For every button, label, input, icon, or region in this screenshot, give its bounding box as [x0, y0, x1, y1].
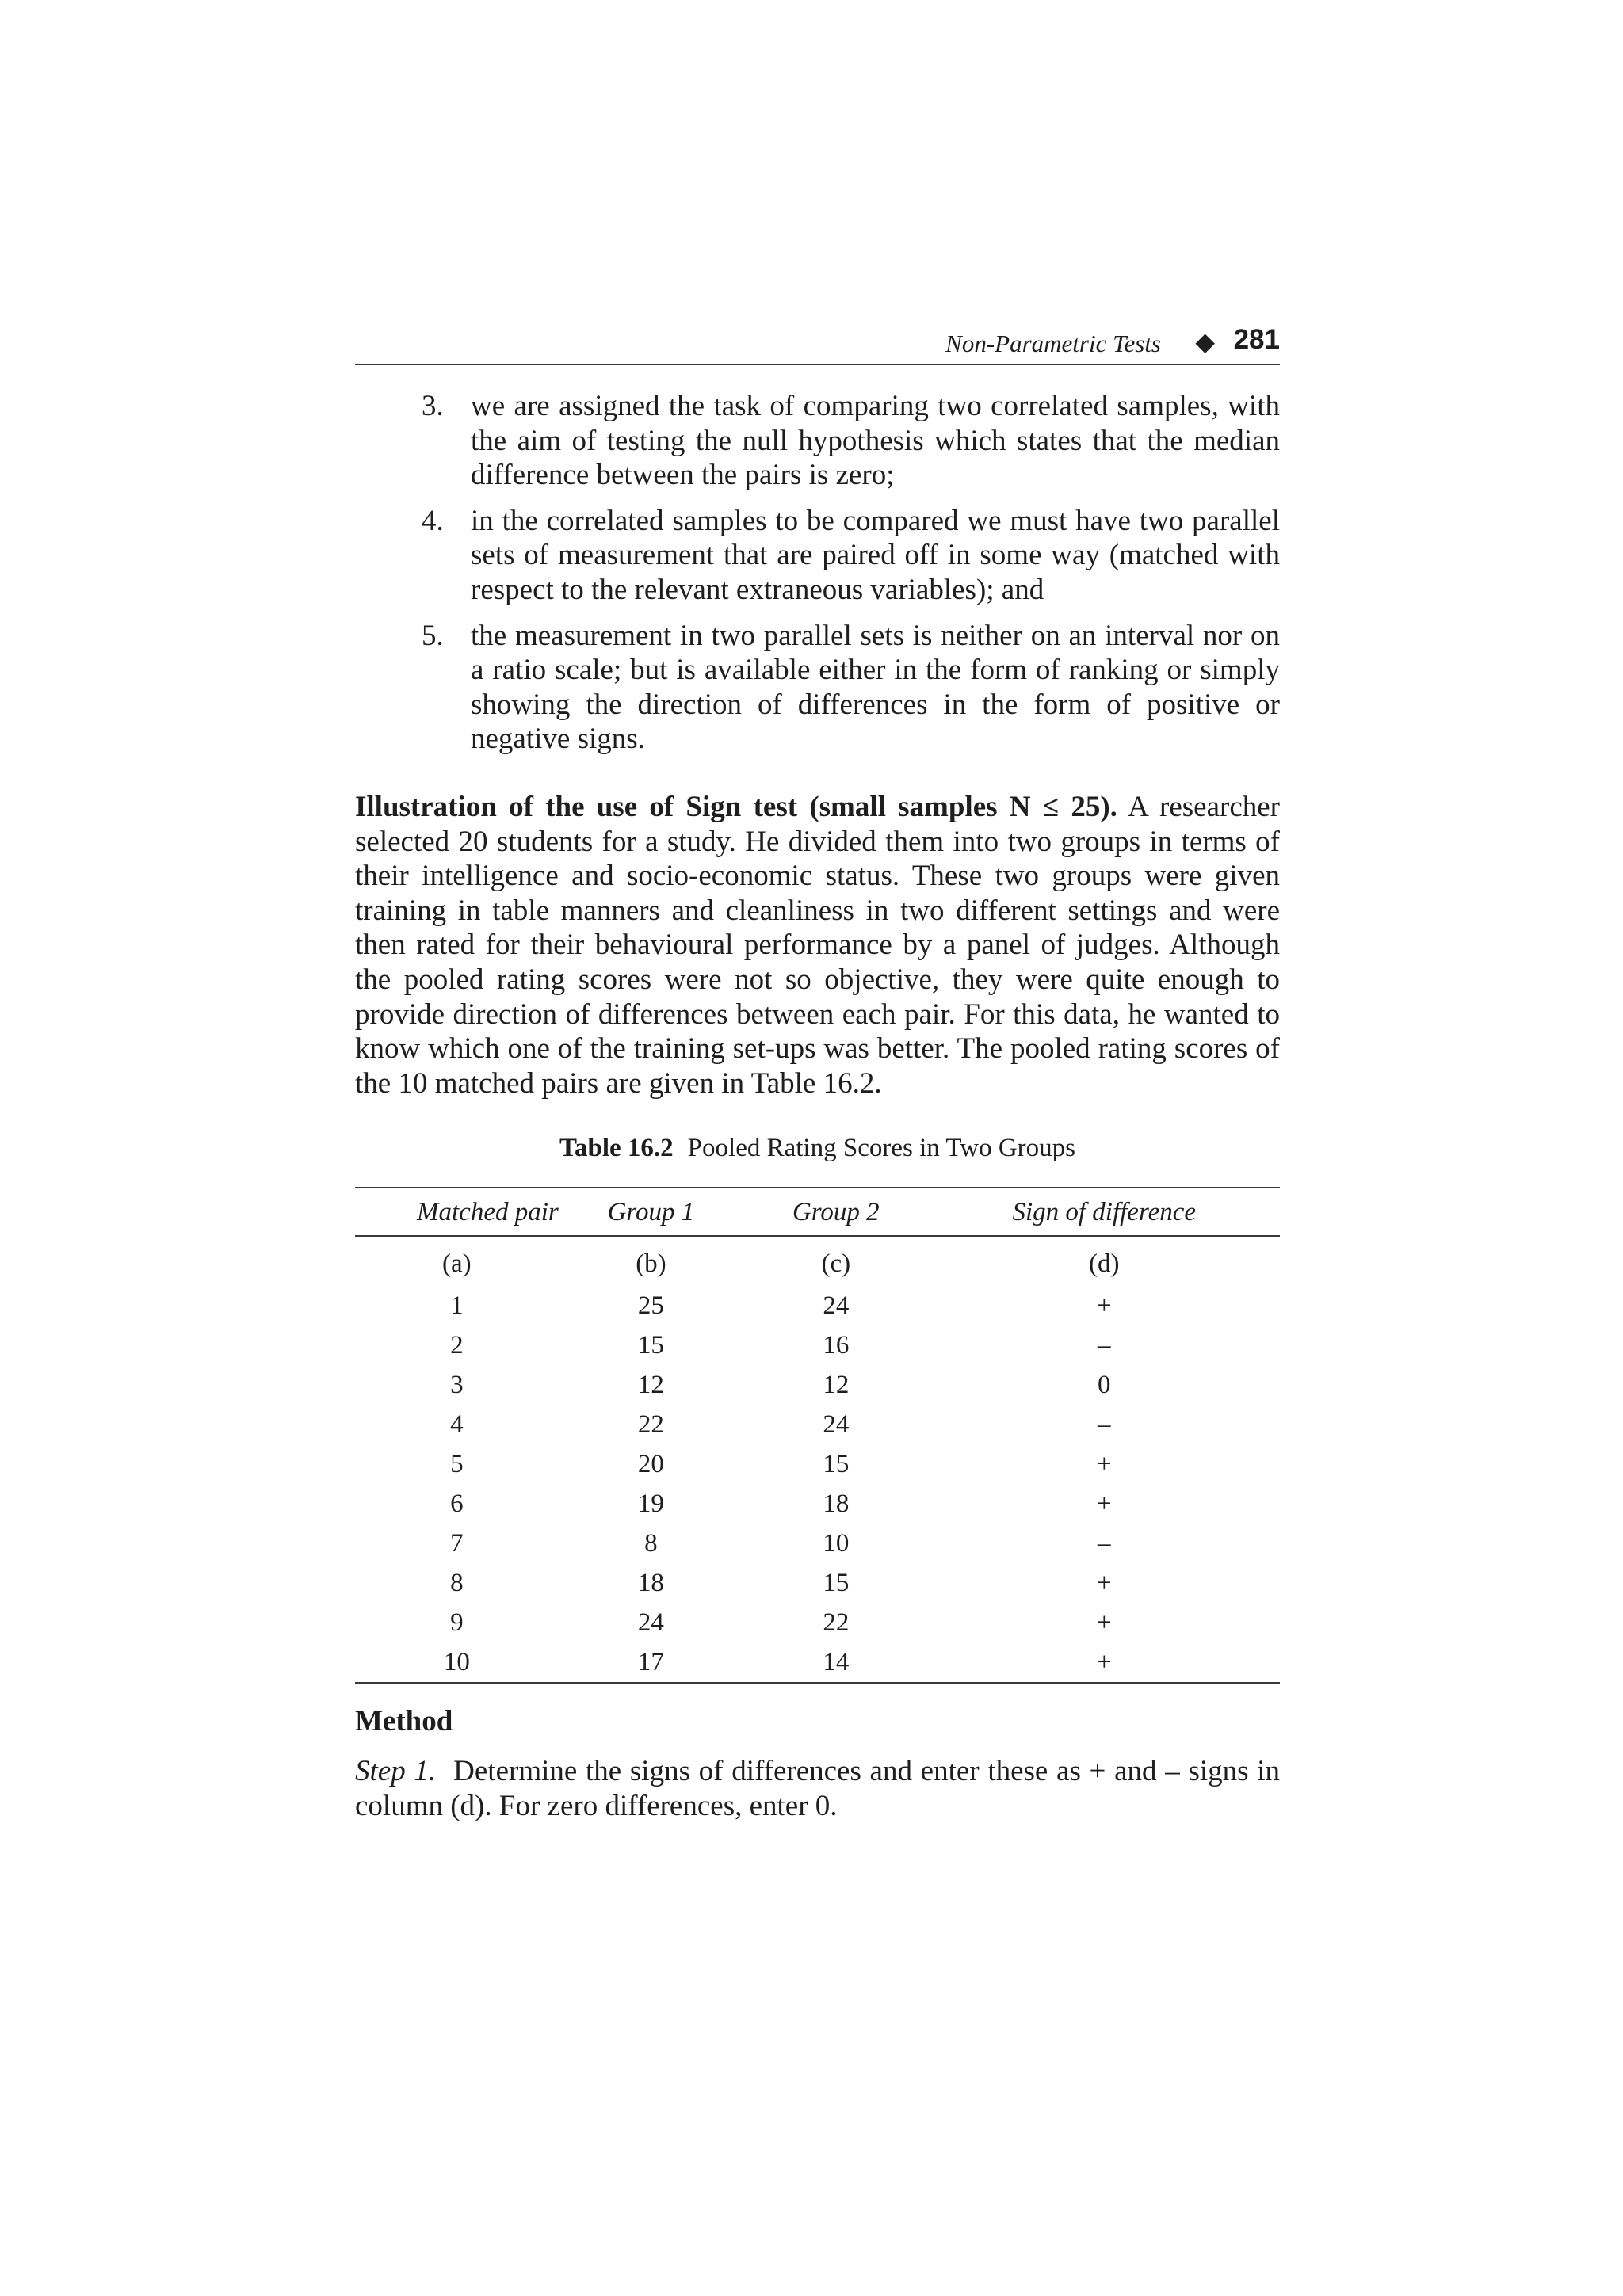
table-row: [355, 1365, 1280, 1405]
table-cell: 10: [823, 1528, 850, 1558]
table-cell: (b): [636, 1249, 666, 1278]
column-header: Matched pair: [355, 1188, 559, 1236]
table-cell: 14: [743, 1642, 928, 1683]
table-cell: 3: [450, 1370, 464, 1399]
list-item-text: the measurement in two parallel sets is neither on an interval nor on a ratio scale; but is available either in the form of ranking or simply showing the direction of differences in the form of positive or negative signs.: [471, 619, 1280, 756]
table-cell: 5: [450, 1449, 464, 1478]
table-cell: 2: [450, 1330, 464, 1360]
conditions-list: [355, 389, 1280, 757]
table-cell: 6: [450, 1489, 464, 1518]
table-cell: 12: [637, 1370, 664, 1399]
table-body: [355, 1236, 1280, 1683]
table-cell: 24: [823, 1409, 850, 1439]
table-cell: 22: [823, 1608, 850, 1637]
table-cell: (a): [442, 1249, 472, 1278]
table-row: [355, 1484, 1280, 1524]
table-cell: +: [1096, 1291, 1112, 1320]
table-cell: 7: [450, 1528, 464, 1558]
table-row: [355, 1563, 1280, 1603]
table-row: [355, 1286, 1280, 1325]
table-cell: 16: [823, 1330, 850, 1360]
table-cell: 12: [823, 1370, 850, 1399]
illustration-body: A researcher selected 20 students for a study. He divided them into two groups in terms of their intelligence and socio-economic status. These two groups were given training in table manners and cleanliness in two different settings and were then rated for their behavioural performance by a panel of judges. Although the pooled rating scores were not so objective, they were quite enough to provide direction of differences between each pair. For this data, he wanted to know which one of the training set-ups was better. The pooled rating scores of the 10 matched pairs are given in Table 16.2.: [355, 790, 1280, 1100]
table-row: [355, 1524, 1280, 1563]
table-cell: +: [929, 1642, 1280, 1683]
table-cell: 15: [637, 1330, 664, 1360]
list-item-number: 5.: [422, 619, 444, 652]
table-cell: 17: [559, 1642, 743, 1683]
table-cell: 10: [355, 1642, 559, 1683]
table-row: [355, 1405, 1280, 1444]
table-cell: 19: [637, 1489, 664, 1518]
table-cell: +: [1096, 1449, 1112, 1478]
table-cell: 0: [1098, 1370, 1111, 1399]
step-label: Step 1.: [355, 1755, 437, 1788]
rating-scores-table: [355, 1187, 1280, 1684]
table-cell: 25: [637, 1291, 664, 1320]
table-cell: 24: [637, 1608, 664, 1637]
table-cell: 24: [823, 1291, 850, 1320]
list-item-number: 4.: [422, 504, 444, 537]
table-cell: (c): [821, 1249, 851, 1278]
table-row: [355, 1603, 1280, 1642]
table-cell: 15: [823, 1568, 850, 1597]
book-page: [355, 320, 1280, 1852]
table-cell: 9: [450, 1608, 464, 1637]
list-item: [355, 389, 1280, 493]
table-label: Table 16.2: [559, 1134, 674, 1163]
table-cell: 18: [637, 1568, 664, 1597]
table-header-row: [355, 1188, 1280, 1236]
list-item: [355, 504, 1280, 608]
table-row: [355, 1444, 1280, 1484]
column-header: Sign of difference: [929, 1188, 1280, 1236]
table-cell: 22: [637, 1409, 664, 1439]
running-title: Non-Parametric Tests: [945, 330, 1161, 357]
step-text: Determine the signs of differences and enter these as + and – signs in column (d). For zero differences, enter 0.: [355, 1755, 1280, 1822]
table-cell: 1: [450, 1291, 464, 1320]
table-cell: 15: [823, 1449, 850, 1478]
table-row: [355, 1642, 1280, 1683]
list-item-number: 3.: [422, 390, 444, 422]
column-header: Group 2: [743, 1188, 928, 1236]
table-cell: –: [1098, 1528, 1111, 1558]
table-cell: 8: [644, 1528, 658, 1558]
diamond-icon: ◆: [1195, 327, 1215, 356]
table-cell: –: [1098, 1409, 1111, 1439]
table-row: [355, 1325, 1280, 1365]
table-cell: 20: [637, 1449, 664, 1478]
column-header: Group 1: [559, 1188, 743, 1236]
page-number: 281: [1233, 324, 1280, 355]
table-cell: 8: [450, 1568, 464, 1597]
step-paragraph: [355, 1754, 1280, 1823]
table-cell: +: [1096, 1608, 1112, 1637]
list-item: [355, 619, 1280, 757]
method-heading: Method: [355, 1705, 453, 1738]
list-item-text: we are assigned the task of comparing two correlated samples, with the aim of testing the null hypothesis which states that the median difference between the pairs is zero;: [471, 390, 1280, 492]
table-caption-text: Pooled Rating Scores in Two Groups: [687, 1134, 1075, 1163]
table-cell: –: [1098, 1330, 1111, 1360]
table-caption: [355, 1134, 1280, 1163]
table-cell: +: [1096, 1568, 1112, 1597]
table-cell: 18: [823, 1489, 850, 1518]
table-cell: (d): [1089, 1249, 1120, 1278]
table-cell: +: [1096, 1489, 1112, 1518]
illustration-heading: Illustration of the use of Sign test (small samples N ≤ 25).: [355, 790, 1117, 823]
table-cell: 4: [450, 1409, 464, 1439]
list-item-text: in the correlated samples to be compared we must have two parallel sets of measurement that are paired off in some way (matched with respect to the relevant extraneous variables); and: [471, 504, 1280, 606]
column-letter-row: [355, 1236, 1280, 1286]
illustration-paragraph: [355, 790, 1280, 1100]
running-header: [355, 320, 1280, 365]
